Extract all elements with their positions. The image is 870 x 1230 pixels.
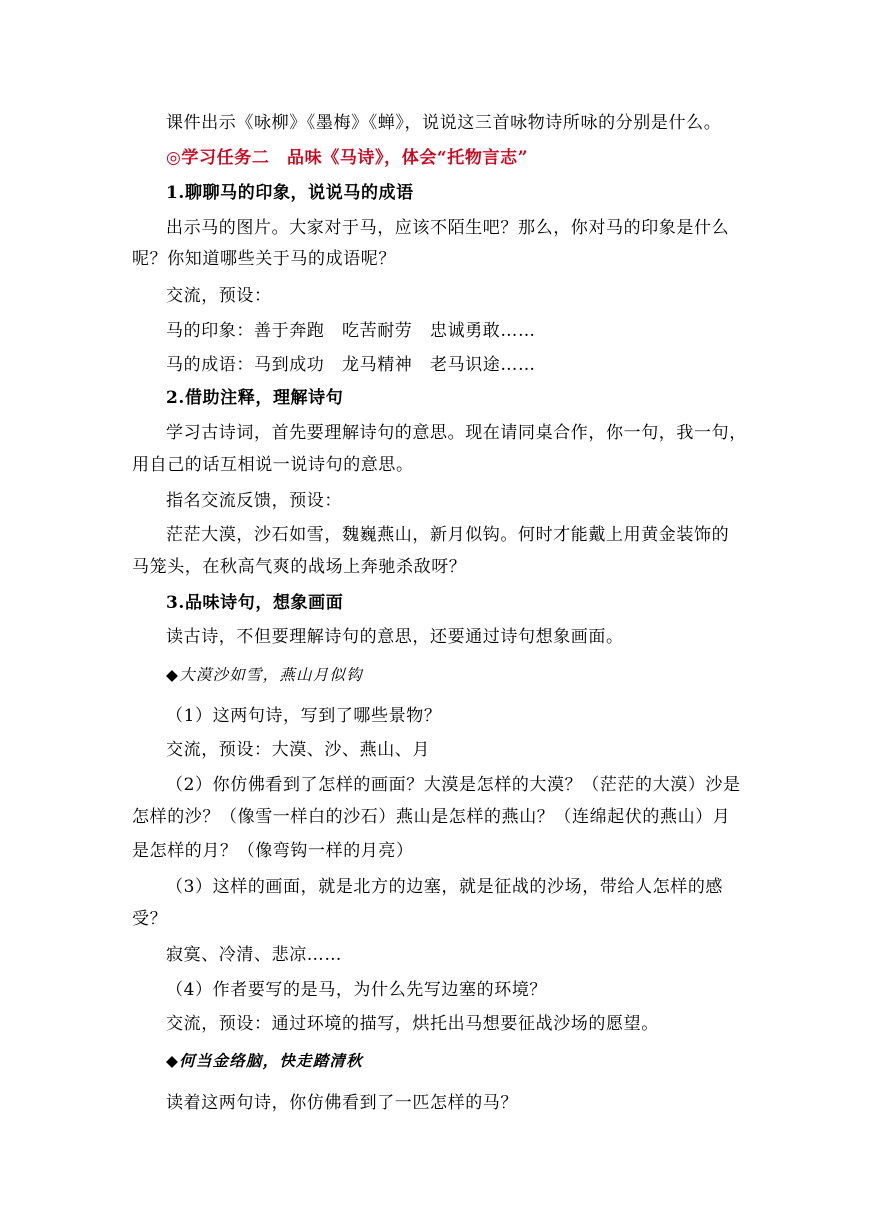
intro-line: 课件出示《咏柳》《墨梅》《蝉》，说说这三首咏物诗所咏的分别是什么。 <box>166 113 722 133</box>
poem-line-heading: ◆何当金络脑，快走踏清秋 <box>166 1051 363 1070</box>
paragraph-line: 茫茫大漠，沙石如雪，魏巍燕山，新月似钩。何时才能戴上用黄金装饰的 <box>166 525 730 545</box>
question-line: （1）这两句诗，写到了哪些景物？ <box>166 706 442 726</box>
question-line: （3）这样的画面，就是北方的边塞，就是征战的沙场，带给人怎样的感 <box>166 877 724 897</box>
paragraph-line: 交流，预设：大漠、沙、燕山、月 <box>166 740 430 760</box>
paragraph-line: 指名交流反馈，预设： <box>166 491 342 511</box>
paragraph-line: 出示马的图片。大家对于马，应该不陌生吧？那么，你对马的印象是什么 <box>166 218 730 238</box>
paragraph-line: 用自己的话互相说一说诗句的意思。 <box>132 455 414 475</box>
paragraph-line: 交流，预设：通过环境的描写，烘托出马想要征战沙场的愿望。 <box>166 1014 659 1034</box>
task-two-heading: ◎学习任务二 品味《马诗》，体会“托物言志” <box>166 148 529 168</box>
paragraph-line: 交流，预设： <box>166 286 272 306</box>
paragraph-line: 读着这两句诗，你仿佛看到了一匹怎样的马？ <box>166 1093 518 1113</box>
paragraph-line: 是怎样的月？（像弯钩一样的月亮） <box>132 841 414 861</box>
paragraph-line: 寂寞、冷清、悲凉…… <box>166 945 342 965</box>
paragraph-line: 呢？你知道哪些关于马的成语呢？ <box>132 249 396 269</box>
paragraph-line: 学习古诗词，首先要理解诗句的意思。现在请同桌合作，你一句，我一句， <box>166 423 747 443</box>
paragraph-line: 怎样的沙？（像雪一样白的沙石）燕山是怎样的燕山？（连绵起伏的燕山）月 <box>132 807 731 827</box>
paragraph-line: 马的成语：马到成功 龙马精神 老马识途…… <box>166 355 536 375</box>
question-line: （2）你仿佛看到了怎样的画面？大漠是怎样的大漠？（茫茫的大漠）沙是 <box>166 775 741 795</box>
poem-line-heading: ◆大漠沙如雪，燕山月似钩 <box>166 666 363 684</box>
section-1-heading: 1.聊聊马的印象，说说马的成语 <box>166 183 414 203</box>
paragraph-line: 马笼头，在秋高气爽的战场上奔驰杀敌呀？ <box>132 557 467 577</box>
paragraph-line: 受？ <box>132 909 168 929</box>
section-3-heading: 3.品味诗句，想象画面 <box>166 593 344 613</box>
section-2-heading: 2.借助注释，理解诗句 <box>166 388 344 408</box>
question-line: （4）作者要写的是马，为什么先写边塞的环境？ <box>166 980 548 1000</box>
paragraph-line: 读古诗，不但要理解诗句的意思，还要通过诗句想象画面。 <box>166 627 624 647</box>
paragraph-line: 马的印象：善于奔跑 吃苦耐劳 忠诚勇敢…… <box>166 321 536 341</box>
